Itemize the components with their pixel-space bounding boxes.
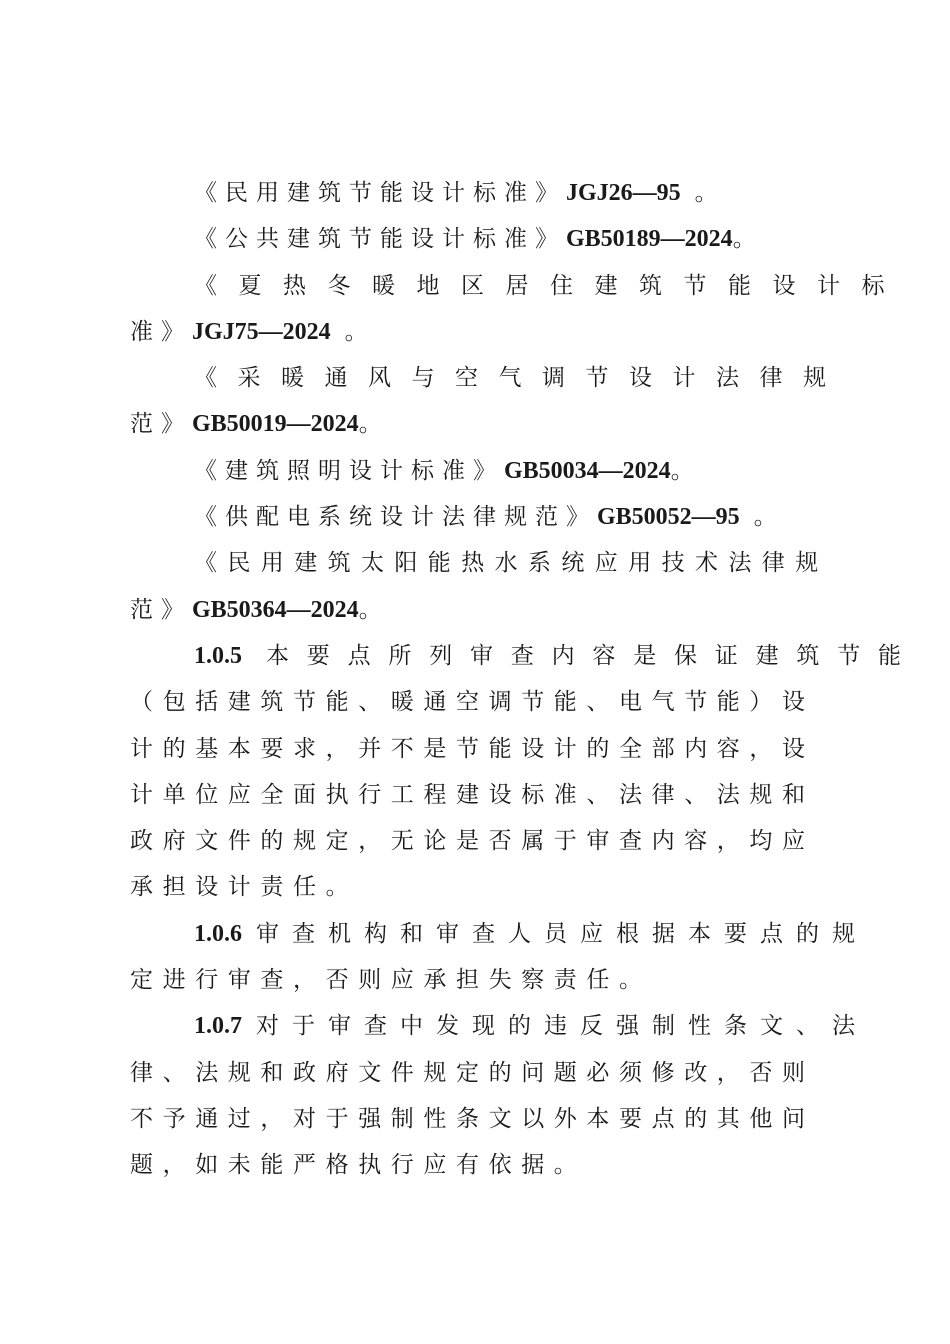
standard-item: 《供配电系统设计法律规范》GB50052—95 。 [194, 504, 785, 531]
clause-line: 计的基本要求，并不是节能设计的全部内容，设 [130, 735, 815, 762]
standard-item-cont: 范》GB50364—2024。 [130, 596, 390, 623]
standard-item: 《公共建筑节能设计标准》GB50189—2024。 [194, 226, 764, 253]
clause-line: 题，如未能严格执行应有依据。 [130, 1152, 587, 1179]
clause-line: 不予通过，对于强制性条文以外本要点的其他问 [130, 1105, 815, 1132]
document-body [130, 170, 919, 1189]
clause-1-0-5: 1.0.5 本要点所列审查内容是保证建筑节能 [194, 642, 919, 669]
standard-item: 《建筑照明设计标准》GB50034—2024。 [194, 457, 702, 484]
clause-line: （包括建筑节能、暖通空调节能、电气节能）设 [130, 689, 815, 716]
clause-line: 承担设计责任。 [130, 874, 359, 901]
clause-1-0-6: 1.0.6 审查机构和审查人员应根据本要点的规 [194, 920, 868, 947]
standard-item-cont: 范》GB50019—2024。 [130, 411, 390, 438]
clause-1-0-7: 1.0.7 对于审查中发现的违反强制性条文、法 [194, 1013, 868, 1040]
clause-line: 律、法规和政府文件规定的问题必须修改，否则 [130, 1059, 815, 1086]
standard-item: 《民用建筑太阳能热水系统应用技术法律规 [194, 550, 829, 577]
clause-line: 政府文件的规定，无论是否属于审查内容，均应 [130, 828, 815, 855]
clause-line: 计单位应全面执行工程建设标准、法律、法规和 [130, 781, 815, 808]
standard-item: 《民用建筑节能设计标准》JGJ26—95 。 [194, 180, 726, 206]
standard-item: 《夏热冬暖地区居住建筑节能设计标 [194, 272, 906, 299]
clause-line: 定进行审查，否则应承担失察责任。 [130, 967, 652, 994]
standard-item-cont: 准》JGJ75—2024 。 [130, 318, 376, 345]
standard-item: 《采暖通风与空气调节设计法律规 [194, 365, 847, 392]
